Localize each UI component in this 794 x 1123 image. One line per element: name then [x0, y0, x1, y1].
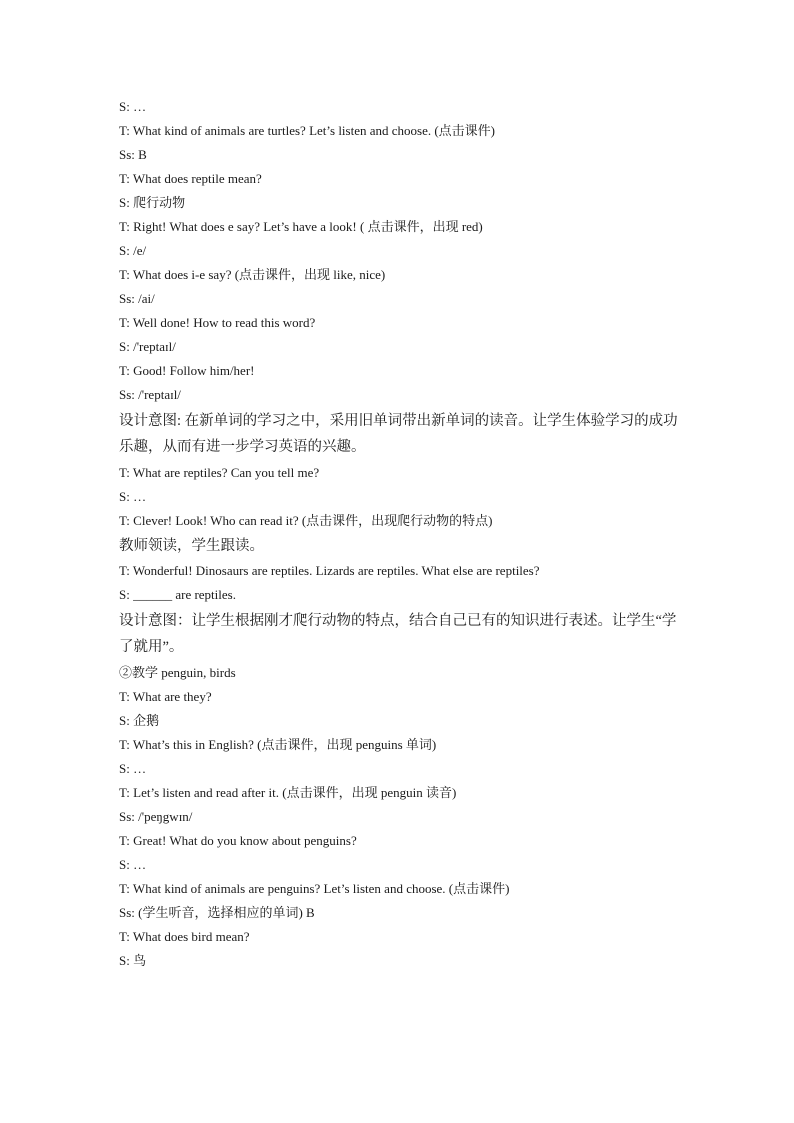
dialogue-line: S: … [119, 857, 147, 872]
instruction-line: 教师领读，学生跟读。 [119, 538, 264, 554]
dialogue-line: S: ______ are reptiles. [119, 587, 236, 602]
dialogue-line: T: Great! What do you know about penguins? [119, 833, 357, 848]
dialogue-line: T: What does i-e say? (点击课件，出现 like, nice) [119, 267, 386, 282]
dialogue-line: T: What’s this in English? (点击课件，出现 penguins 单词) [119, 737, 437, 752]
design-intent-paragraph: 设计意图: 在新单词的学习之中，采用旧单词带出新单词的读音。让学生体验学习的成功乐趣，从而有进一步学习英语的兴趣。 [119, 413, 678, 455]
dialogue-line: S: 鸟 [119, 953, 147, 968]
dialogue-line: S: 企鹅 [119, 713, 160, 728]
document-body [119, 95, 679, 973]
dialogue-line: T: Clever! Look! Who can read it? (点击课件，出现爬行动物的特点) [119, 513, 493, 528]
design-intent-paragraph: 设计意图：让学生根据刚才爬行动物的特点，结合自己已有的知识进行表述。让学生“学了就用”。 [119, 613, 677, 655]
dialogue-line: T: What are reptiles? Can you tell me? [119, 465, 320, 480]
dialogue-line: Ss: (学生听音，选择相应的单词) B [119, 905, 315, 920]
dialogue-line: T: Good! Follow him/her! [119, 363, 255, 378]
dialogue-line: T: What kind of animals are penguins? Let’s listen and choose. (点击课件) [119, 881, 510, 896]
dialogue-line: T: Right! What does e say? Let’s have a look! ( 点击课件，出现 red) [119, 219, 483, 234]
dialogue-line: Ss: /ai/ [119, 291, 155, 306]
dialogue-line: S: /e/ [119, 243, 147, 258]
dialogue-line: T: What does bird mean? [119, 929, 250, 944]
dialogue-line: Ss: B [119, 147, 147, 162]
dialogue-line: Ss: /'reptaɪl/ [119, 387, 181, 402]
dialogue-line: T: Well done! How to read this word? [119, 315, 316, 330]
dialogue-line: S: … [119, 99, 147, 114]
dialogue-line: T: What are they? [119, 689, 212, 704]
dialogue-line: T: What does reptile mean? [119, 171, 262, 186]
dialogue-line: S: … [119, 761, 147, 776]
dialogue-line: T: What kind of animals are turtles? Let’s listen and choose. (点击课件) [119, 123, 496, 138]
dialogue-line: T: Wonderful! Dinosaurs are reptiles. Lizards are reptiles. What else are reptiles? [119, 563, 540, 578]
dialogue-line: S: /'reptaɪl/ [119, 339, 176, 354]
dialogue-line: T: Let’s listen and read after it. (点击课件，出现 penguin 读音) [119, 785, 457, 800]
section-heading: ②教学 penguin, birds [119, 665, 236, 680]
dialogue-line: S: … [119, 489, 147, 504]
dialogue-line: Ss: /'peŋgwɪn/ [119, 809, 193, 824]
dialogue-line: S: 爬行动物 [119, 195, 186, 210]
